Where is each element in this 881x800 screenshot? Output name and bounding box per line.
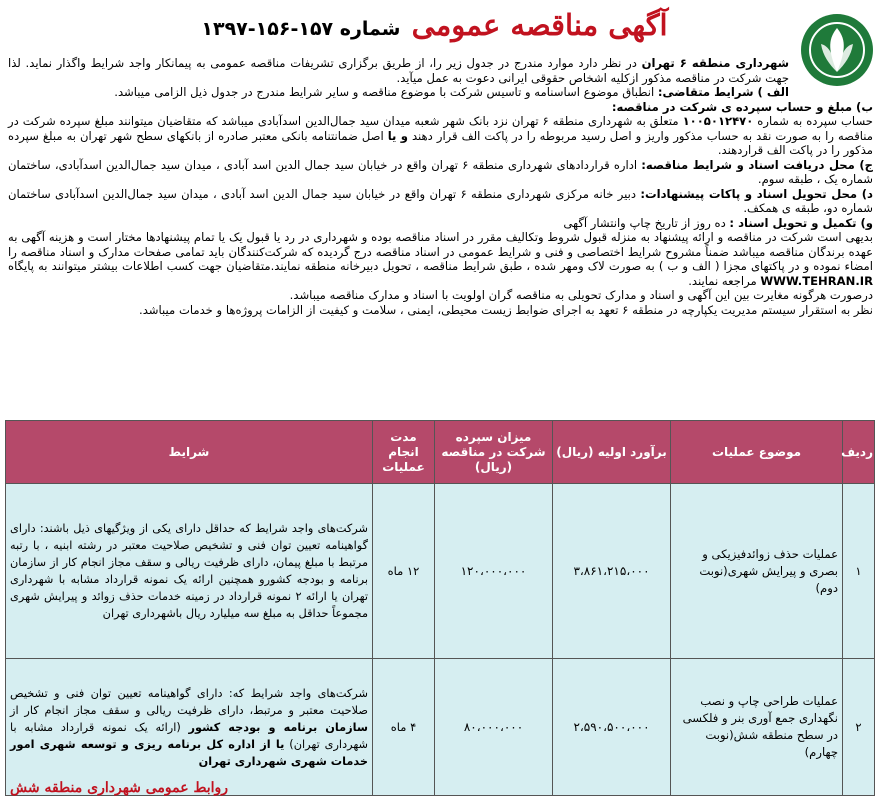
- section-e-title: و) تکمیل و تحویل اسناد :: [729, 215, 873, 230]
- section-c-text: اداره قراردادهای شهرداری منطقه ۶ تهران واقع در خیابان سید جمال الدین اسد آبادی ، میدان سید جمال‌الدین اسدآبادی، ساختمان شماره یک ، طبقه سوم.: [8, 157, 873, 186]
- public-relations-footer: روابط عمومی شهرداری منطقه شش: [10, 780, 229, 796]
- section-b-text-3: اصل ضمانتنامه بانکی معتبر صادره از بانکهای سطح شهر تهران به مبلغ سپرده مذکور را در پاکت الف قراردهند.: [8, 128, 873, 157]
- website-link[interactable]: WWW.TEHRAN.IR: [760, 273, 873, 288]
- section-d-text: دبیر خانه مرکزی شهرداری منطقه ۶ تهران واقع در خیابان سید جمال الدین اسد آبادی ، میدان سید جمال‌الدین اسدآبادی ساختمان شماره دو، طبقه ی همکف.: [8, 186, 873, 215]
- hse-note: [8, 303, 873, 318]
- row-conditions: شرکت‌های واجد شرایط که حداقل دارای یکی از ویژگیهای ذیل باشند: دارای گواهینامه تعیین توان فنی و تشخیص صلاحیت معتبر در رشته ابنیه ، با رتبه مرتبط با مبلغ پیمان، دارای ظرفیت ریالی و سقف مجاز انجام کار از سازمان برنامه و بودجه کشورو همچنین ارائه یک نمونه قرارداد مشابه با شهرداری تهران یا ارائه ۲ نمونه قرارداد در زمینه خدمات حذف زوائد و پیرایش شهری مجموعاً حداقل به مبلغ سه میلیارد ریال باشهرداری تهران: [6, 484, 373, 659]
- notice-body: [8, 56, 873, 317]
- row-deposit: ۱۲۰،۰۰۰،۰۰۰: [435, 484, 553, 659]
- section-d-title: د) محل تحویل اسناد و پاکات پیشنهادات:: [640, 186, 873, 201]
- section-a-title: الف ) شرایط متقاضی:: [657, 85, 789, 99]
- table-header-row: [6, 421, 875, 484]
- row-number: ۱: [843, 484, 875, 659]
- table-row: [6, 484, 875, 659]
- intro-lead: شهرداری منطقه ۶ تهران: [641, 56, 789, 70]
- intro-text: در نظر دارد موارد مندرج در جدول زیر را، از طریق برگزاری تشریفات مناقصه عمومی به پیمانکار واجد شرایط واگذار نماید. لذا جهت شرکت در مناقصه مذکور ازکلیه اشخاص حقوقی ایرانی دعوت به عمل میآید.: [8, 56, 789, 85]
- section-b-or: و یا: [387, 128, 408, 143]
- row-estimate: ۳،۸۶۱،۲۱۵،۰۰۰: [553, 484, 671, 659]
- section-e-text: ده روز از تاریخ چاپ وانتشار آگهی: [563, 215, 730, 230]
- table-row: [6, 659, 875, 796]
- title-text: آگهی مناقصه عمومی: [411, 8, 668, 42]
- row-subject: عملیات طراحی چاپ و نصب نگهداری جمع آوری بنر و فلکسی در سطح منطقه شش(نوبت چهارم): [671, 659, 843, 796]
- section-b-title-line: [8, 100, 873, 115]
- notes-text-1: بدیهی است شرکت در مناقصه و ارائه پیشنهاد به منزله قبول شروط وتکالیف مقرر در اسناد مناقصه بوده و شهرداری در رد یا قبول یک یا تمام پیشنهادها مختار است و هزینه آگهی به عهده برندگان مناقصه میباشد ضمناً مشروح شرایط اختصاصی و فنی و شرایط عمومی در اسناد مناقصه درج گردیده که شرکت‌کنندگان باید تمامی صفحات مدارک و اسناد مناقصه را امضاء نموده و در پاکتهای مجزا ( الف و ب ) به صورت لاک ومهر شده ، طبق شرایط مناقصه ، تحویل دبیرخانه منطقه نمایند.متقاضیان جهت کسب اطلاعات بیشتر میتوانند به پایگاه: [8, 230, 873, 273]
- row-subject: عملیات حذف زوائدفیزیکی و بصری و پیرایش شهری(نوبت دوم): [671, 484, 843, 659]
- tender-table: [5, 420, 875, 796]
- section-b-text-2: متعلق به شهرداری منطقه ۶ تهران نزد بانک شهر شعبه میدان سید جمال‌الدین اسدآبادی میباشد که متقاضیان میتوانند مبلغ سپرده شرکت در مناقصه را به صورت نقد به حساب مذکور واریز و اصل رسید مربوطه را در پاکت الف قرار دهند: [8, 114, 874, 143]
- section-b-title: ب) مبلغ و حساب سپرده ی شرکت در مناقصه:: [611, 99, 873, 114]
- notes-text-2: مراجعه نمایند.: [688, 273, 761, 288]
- bank-account-number: ۱۰۰۵۰۱۲۴۷۰: [682, 114, 754, 128]
- section-c: [8, 158, 873, 187]
- section-b: [8, 114, 873, 158]
- section-a-text: انطباق موضوع اساسنامه و تاسیس شرکت با موضوع مناقصه و سایر شرایط مندرج در جدول ذیل الزامی میباشد.: [114, 85, 658, 99]
- header-subject: موضوع عملیات: [671, 421, 843, 484]
- header-conditions: شرایط: [6, 421, 373, 484]
- conditions-part-2: سازمان برنامه و بودجه کشور: [188, 720, 368, 734]
- header-row-number: ردیف: [843, 421, 875, 484]
- row-conditions: [6, 659, 373, 796]
- row-number: ۲: [843, 659, 875, 796]
- intro-paragraph: [8, 56, 789, 85]
- header-deposit: میزان سپرده شرکت در مناقصه (ریال): [435, 421, 553, 484]
- conditions-part-1: شرکت‌های واجد شرایط که: دارای گواهینامه تعیین توان فنی و تشخیص صلاحیت معتبر و مرتبط، دارای ظرفیت ریالی و سقف مجاز انجام کار از: [10, 686, 368, 717]
- conditions-part-4: یا از اداره کل برنامه ریزی و توسعه شهری امور خدمات شهری شهرداری تهران: [10, 737, 368, 768]
- header-duration: مدت انجام عملیات: [373, 421, 435, 484]
- row-duration: ۴ ماه: [373, 659, 435, 796]
- row-estimate: ۲،۵۹۰،۵۰۰،۰۰۰: [553, 659, 671, 796]
- tender-number: شماره ۱۵۷-۱۵۶-۱۳۹۷: [201, 18, 401, 40]
- section-c-title: ج) محل دریافت اسناد و شرایط مناقصه:: [641, 157, 873, 172]
- row-duration: ۱۲ ماه: [373, 484, 435, 659]
- general-notes: [8, 230, 873, 288]
- row-deposit: ۸۰،۰۰۰،۰۰۰: [435, 659, 553, 796]
- header-estimate: برآورد اولیه (ریال): [553, 421, 671, 484]
- priority-note: [8, 288, 873, 303]
- notice-title: [80, 8, 789, 52]
- section-d: [8, 187, 873, 216]
- notes-text-3: درصورت هرگونه مغایرت بین این آگهی و اسناد و مدارک تحویلی به مناقصه گران اولویت با اسناد و مدارک مناقصه میباشد.: [289, 288, 873, 302]
- conditions-part-3: (ارائه یک نمونه قرارداد مشابه با شهرداری تهران): [10, 720, 369, 751]
- section-a: [8, 85, 789, 100]
- section-e: [8, 216, 873, 231]
- notes-text-4: نظر به استقرار سیستم مدیریت یکپارچه در منطقه ۶ تعهد به اجرای ضوابط زیست محیطی، ایمنی ، سلامت و کیفیت از الزامات پروژه‌ها و خدمات میباشد.: [139, 302, 873, 317]
- section-b-text-1: حساب سپرده به شماره: [753, 114, 873, 128]
